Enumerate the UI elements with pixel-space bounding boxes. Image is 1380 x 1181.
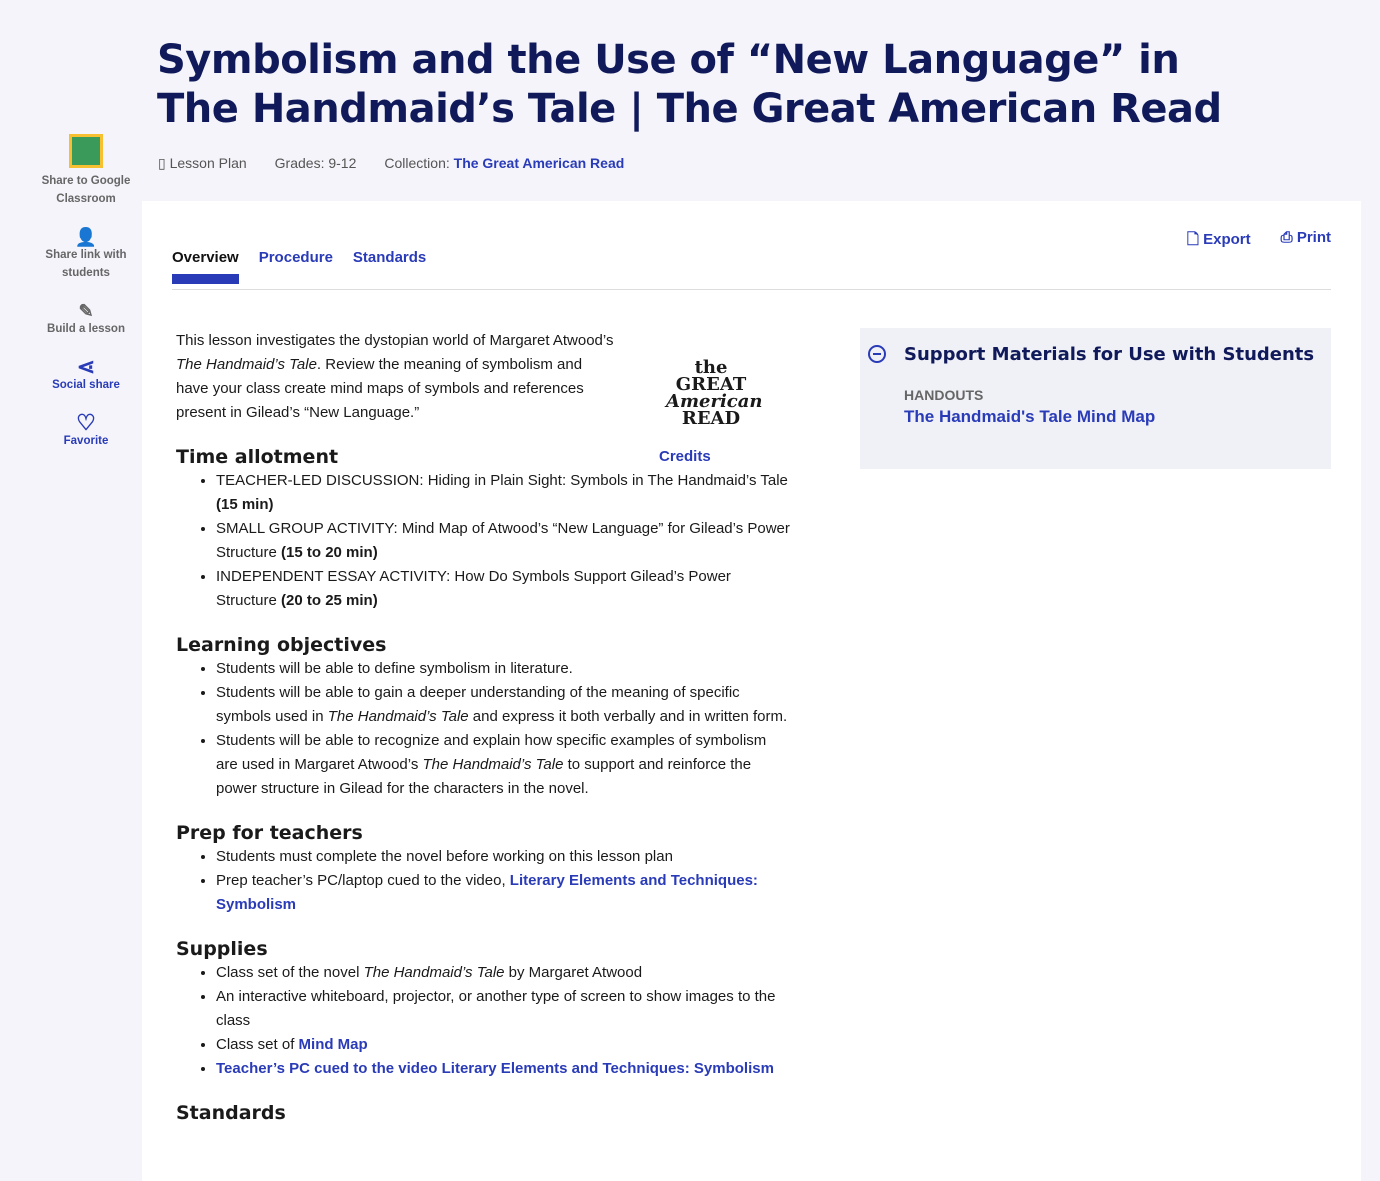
list-item: • SMALL GROUP ACTIVITY: Mind Map of Atwood’s “New Language” for Gilead’s Power Structure (15 to 20 min)	[216, 517, 791, 565]
prep-list	[176, 845, 791, 917]
time-list	[176, 469, 791, 613]
list-item: • Students will be able to define symbolism in literature.	[216, 657, 791, 681]
collection: Collection: The Great American Read	[384, 155, 625, 171]
lesson-type: ▯ Lesson Plan	[158, 155, 247, 171]
grades: Grades: 9-12	[274, 155, 357, 171]
intro-text: This lesson investigates the dystopian world of Margaret Atwood’s The Handmaid’s Tale. Review the meaning of symbolism and have your class create mind maps of symbols and references present in Gilead’s “New Language.”	[176, 332, 614, 421]
list-item: • INDEPENDENT ESSAY ACTIVITY: How Do Symbols Support Gilead’s Power Structure (20 to 25 min)	[216, 565, 791, 613]
support-materials-panel	[860, 328, 1331, 469]
objectives-list	[176, 657, 791, 801]
objectives-heading: Learning objectives	[176, 634, 387, 656]
credits-link[interactable]: Credits	[659, 448, 711, 465]
great-american-read-logo: the GREAT American READ	[666, 357, 763, 429]
favorite-button[interactable]: ♡ Favorite	[40, 414, 132, 450]
lesson-meta	[158, 155, 624, 172]
supplies-heading: Supplies	[176, 938, 268, 960]
build-lesson-button[interactable]: ✎ Build a lesson	[40, 302, 132, 338]
social-share-button[interactable]: ⋖ Social share	[40, 358, 132, 394]
list-item: • Students must complete the novel before working on this lesson plan	[216, 845, 791, 869]
list-item: • Students will be able to recognize and explain how specific examples of symbolism are used in Margaret Atwood’s The Handmaid’s Tale to support and reinforce the power structure in Gilead for the characters in the novel.	[216, 729, 791, 801]
time-allotment-heading: Time allotment	[176, 446, 339, 468]
collapse-icon[interactable]	[868, 345, 886, 363]
document-icon: 🗋	[1186, 231, 1199, 248]
video-link[interactable]: Literary Elements and Techniques: Symbolism	[216, 872, 758, 913]
panel-title: Support Materials for Use with Students	[904, 344, 1331, 365]
print-button[interactable]: ⎙ Print	[1280, 229, 1331, 246]
printer-icon: ⎙	[1280, 229, 1293, 246]
standards-heading: Standards	[176, 1102, 286, 1124]
teacher-video-link[interactable]: Teacher’s PC cued to the video Literary Elements and Techniques: Symbolism	[216, 1060, 774, 1077]
share-google-classroom-button[interactable]: Share to Google Classroom	[40, 134, 132, 208]
sidebar	[40, 134, 132, 470]
tabs	[172, 249, 426, 284]
mind-map-link[interactable]: Mind Map	[298, 1036, 368, 1053]
share-icon: ⋖	[76, 354, 96, 379]
list-item: • Class set of the novel The Handmaid’s Tale by Margaret Atwood	[216, 961, 791, 985]
list-item: • Class set of Mind Map	[216, 1033, 791, 1057]
supplies-list	[176, 961, 791, 1081]
prep-heading: Prep for teachers	[176, 822, 363, 844]
tab-overview[interactable]: Overview	[172, 249, 239, 284]
overview-content	[176, 329, 791, 1125]
mind-map-handout-link[interactable]: The Handmaid's Tale Mind Map	[904, 407, 1156, 426]
page-title: Symbolism and the Use of “New Language” in The Handmaid’s Tale | The Great American Read	[157, 37, 1222, 132]
divider	[172, 289, 1331, 290]
list-item: • Prep teacher’s PC/laptop cued to the video, Literary Elements and Techniques: Symbolism	[216, 869, 791, 917]
tab-standards[interactable]: Standards	[352, 249, 427, 266]
handouts-heading: HANDOUTS	[904, 387, 984, 403]
collection-link[interactable]: The Great American Read	[453, 155, 625, 171]
export-button[interactable]: 🗋 Export	[1186, 231, 1251, 248]
google-classroom-icon	[69, 134, 103, 168]
list-item: • An interactive whiteboard, projector, or another type of screen to show images to the class	[216, 985, 791, 1033]
tools-icon: ✎	[78, 301, 94, 321]
list-item: • TEACHER-LED DISCUSSION: Hiding in Plain Sight: Symbols in The Handmaid’s Tale (15 min)	[216, 469, 791, 517]
tab-procedure[interactable]: Procedure	[258, 249, 333, 266]
heart-icon: ♡	[76, 410, 96, 435]
list-item: • Students will be able to gain a deeper understanding of the meaning of specific symbols used in The Handmaid’s Tale and express it both verbally and in written form.	[216, 681, 791, 729]
share-link-button[interactable]: 👤 Share link with students	[40, 228, 132, 282]
presenter-icon: 👤	[74, 227, 98, 247]
lesson-card	[142, 201, 1361, 1181]
list-item	[216, 1057, 791, 1081]
